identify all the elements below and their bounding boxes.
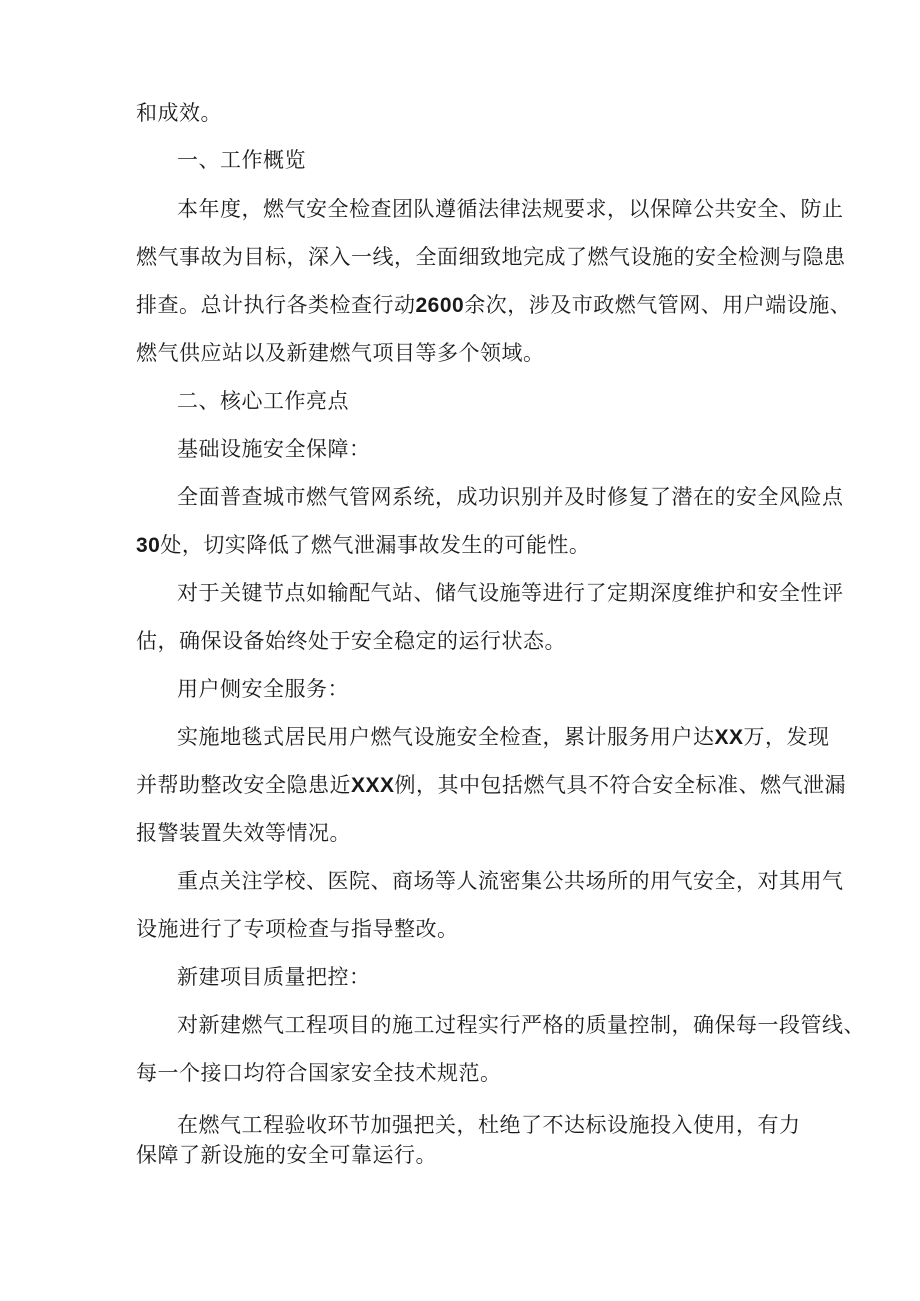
paragraph-text: 重点关注学校、医院、商场等人流密集公共场所的用气安全，对其用气: [177, 869, 844, 893]
paragraph-text: 实施地毯式居民用户燃气设施安全检查，累计服务用户达: [177, 725, 715, 749]
paragraph-text: 例，其中包括燃气具不符合安全标准、燃气泄漏: [394, 773, 847, 797]
paragraph-text: 排查。总计执行各类检查行动: [136, 293, 416, 317]
text-line: [177, 578, 844, 608]
paragraph-text: 并帮助整改安全隐患近: [136, 773, 351, 797]
paragraph-text: 本年度，燃气安全检查团队遵循法律法规要求，以保障公共安全、防止: [177, 197, 844, 221]
paragraph-text: 和成效。: [136, 101, 222, 125]
paragraph-text: 对新建燃气工程项目的施工过程实行严格的质量控制，确保每一段管线、: [177, 1013, 865, 1037]
text-line: [136, 770, 846, 801]
text-line: [136, 914, 459, 944]
heading-text: 一、工作概览: [177, 148, 306, 172]
text-line: [136, 338, 545, 368]
subheading-new-projects: [177, 962, 371, 992]
text-line: [177, 866, 844, 896]
paragraph-text: 估，确保设备始终处于安全稳定的运行状态。: [136, 629, 566, 653]
risk-point-count: 30: [136, 534, 161, 557]
paragraph-text: 燃气事故为目标，深入一线，全面细致地完成了燃气设施的安全检测与隐患: [136, 245, 846, 269]
paragraph-text: 在燃气工程验收环节加强把关，杜绝了不达标设施投入使用，有力: [177, 1113, 801, 1137]
paragraph-text: 燃气供应站以及新建燃气项目等多个领域。: [136, 341, 545, 365]
text-line: [136, 242, 846, 272]
text-line: [136, 1140, 437, 1170]
text-line: [177, 482, 844, 512]
text-line: [136, 818, 351, 848]
subheading-user-service: [177, 674, 349, 704]
text-line: [136, 1058, 502, 1088]
users-served-count: XX: [714, 726, 744, 749]
paragraph-text: 对于关键节点如输配气站、储气设施等进行了定期深度维护和安全性评: [177, 581, 844, 605]
text-line: [177, 1010, 865, 1040]
paragraph-text: 万，发现: [743, 725, 830, 749]
hazard-count: XXX: [351, 774, 395, 797]
text-line: [136, 530, 590, 561]
paragraph-text: 处，切实降低了燃气泄漏事故发生的可能性。: [160, 533, 591, 557]
text-line: [177, 194, 844, 224]
section-heading-overview: [177, 145, 306, 175]
text-line: [177, 1110, 801, 1140]
subheading-text: 用户侧安全服务：: [177, 677, 349, 701]
paragraph-text: 每一个接口均符合国家安全技术规范。: [136, 1061, 502, 1085]
paragraph-text: 余次，涉及市政燃气管网、用户端设施、: [464, 293, 852, 317]
subheading-text: 新建项目质量把控：: [177, 965, 371, 989]
text-line: [136, 626, 566, 656]
paragraph-text: 设施进行了专项检查与指导整改。: [136, 917, 459, 941]
text-line: [136, 290, 851, 321]
subheading-text: 基础设施安全保障：: [177, 437, 371, 461]
section-heading-highlights: [177, 386, 349, 416]
text-line: [136, 98, 222, 128]
paragraph-text: 报警装置失效等情况。: [136, 821, 351, 845]
text-line: [177, 722, 830, 753]
paragraph-text: 保障了新设施的安全可靠运行。: [136, 1143, 437, 1167]
heading-text: 二、核心工作亮点: [177, 389, 349, 413]
paragraph-text: 全面普查城市燃气管网系统，成功识别并及时修复了潜在的安全风险点: [177, 485, 844, 509]
subheading-infrastructure: [177, 434, 371, 464]
inspection-count: 2600: [415, 294, 465, 317]
